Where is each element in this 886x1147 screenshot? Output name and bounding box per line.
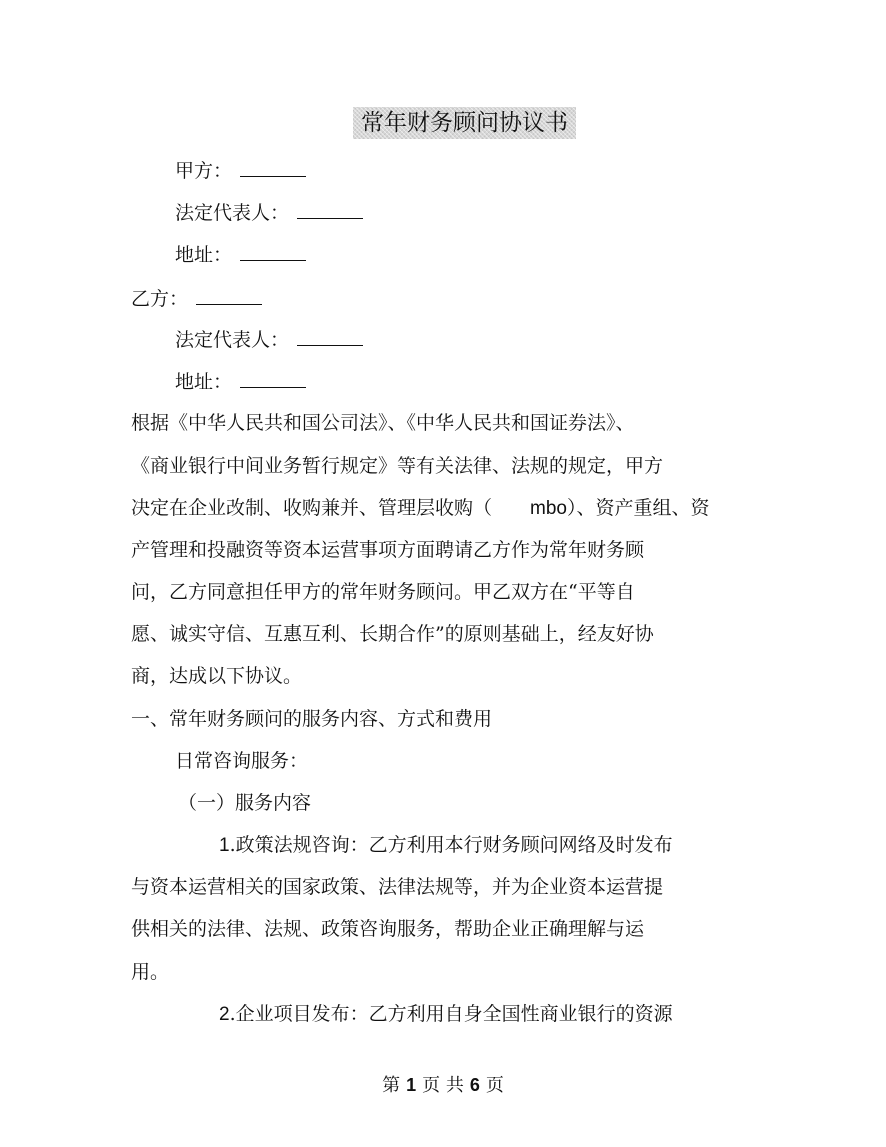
section-heading: 一、常年财务顾问的服务内容、方式和费用 (131, 708, 493, 730)
page-footer (0, 1073, 886, 1098)
party-a-rep-blank[interactable] (297, 200, 363, 219)
preamble-line: 问，乙方同意担任甲方的常年财务顾问。甲乙双方在“平等自 (131, 581, 635, 603)
party-a-blank[interactable] (240, 158, 306, 177)
party-a-address-blank[interactable] (240, 242, 306, 261)
item-1-continuation: 用。 (131, 961, 170, 983)
party-a-rep-line (175, 200, 363, 225)
party-a-label: 甲方： (175, 160, 233, 182)
preamble-text: 决定在企业改制、收购兼并、管理层收购（ (131, 497, 493, 519)
item-1-text: .政策法规咨询：乙方利用本行财务顾问网络及时发布 (229, 834, 673, 856)
party-b-line (131, 286, 262, 311)
preamble-line: 根据《中华人民共和国公司法》、《中华人民共和国证券法》、 (131, 412, 635, 434)
party-a-address-line (175, 242, 306, 267)
party-b-address-line (175, 369, 306, 394)
party-a-rep-label: 法定代表人： (175, 202, 290, 224)
preamble-text-mbo: mbo）、资产重组、资 (530, 498, 710, 519)
item-2-line (219, 1002, 673, 1027)
preamble-line: 产管理和投融资等资本运营事项方面聘请乙方作为常年财务顾 (131, 539, 645, 561)
footer-middle: 页 共 (422, 1075, 464, 1096)
footer-suffix: 页 (485, 1075, 504, 1096)
item-2-text: .企业项目发布：乙方利用自身全国性商业银行的资源 (229, 1003, 673, 1025)
item-1-continuation: 与资本运营相关的国家政策、法律法规等，并为企业资本运营提 (131, 876, 664, 898)
preamble-line: 商，达成以下协议。 (131, 665, 303, 687)
subsection-heading: （一）服务内容 (178, 792, 312, 814)
party-b-label: 乙方： (131, 288, 189, 310)
party-b-blank[interactable] (196, 286, 262, 305)
party-b-rep-label: 法定代表人： (175, 329, 290, 351)
item-1-number: 1 (219, 835, 230, 856)
footer-prefix: 第 (382, 1075, 401, 1096)
party-b-address-label: 地址： (175, 371, 233, 393)
party-b-address-blank[interactable] (240, 369, 306, 388)
preamble-line: 愿、诚实守信、互惠互利、长期合作”的原则基础上，经友好协 (131, 623, 654, 645)
document-title: 常年财务顾问协议书 (353, 107, 576, 139)
party-a-address-label: 地址： (175, 244, 233, 266)
party-b-rep-blank[interactable] (297, 327, 363, 346)
item-2-number: 2 (219, 1004, 230, 1025)
daily-service-heading: 日常咨询服务： (175, 750, 309, 772)
party-a-line (175, 158, 306, 183)
footer-total-pages: 6 (469, 1075, 480, 1095)
preamble-line (131, 496, 709, 521)
item-1-continuation: 供相关的法律、法规、政策咨询服务，帮助企业正确理解与运 (131, 918, 645, 940)
party-b-rep-line (175, 327, 363, 352)
item-1-line (219, 833, 673, 858)
footer-page-number: 1 (406, 1075, 417, 1095)
preamble-line: 《商业银行中间业务暂行规定》等有关法律、法规的规定，甲方 (131, 455, 664, 477)
